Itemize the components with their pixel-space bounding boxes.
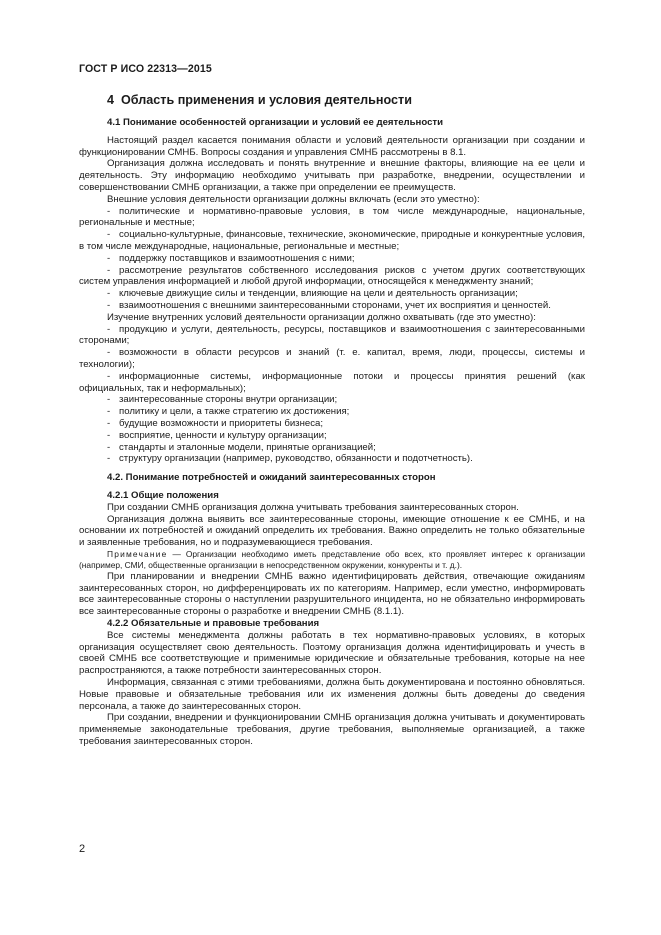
- list-item: - заинтересованные стороны внутри организации;: [107, 394, 338, 406]
- subsection-4-2-1-title: 4.2.1 Общие положения: [107, 489, 219, 501]
- paragraph: При планировании и внедрении СМНБ важно идентифицировать действия, отвечающие ожиданиям заинтересованных сторон, но дифференцировать их по категориям. Например, если уместно, информировать все заинтересованные стороны о наступлении разрушительного инцидента, но не обязательно информировать все заинтересованные стороны о разработке и внедрении СМНБ (8.1.1).: [79, 570, 585, 618]
- list-item: - восприятие, ценности и культуру организации;: [107, 429, 327, 441]
- list-item: - информационные системы, информационные потоки и процессы принятия решений (как официальных, так и неформальных);: [79, 370, 585, 394]
- paragraph: Все системы менеджмента должны работать в тех нормативно-правовых условиях, в которых организация осуществляет свою деятельность. Поэтому организация должна идентифицировать и учесть в своей СМНБ все соответствующие и применимые юридические и обязательные требования, которые на нее распространяются, а также потребности заинтересованных сторон.: [79, 629, 585, 677]
- list-item: - продукцию и услуги, деятельность, ресурсы, поставщиков и взаимоотношения с заинтересованными сторонами;: [79, 323, 585, 347]
- paragraph: При создании, внедрении и функционировании СМНБ организация должна учитывать и документировать применяемые законодательные требования, другие требования, выполняемые организацией, а также требования заинтересованных сторон.: [79, 712, 585, 748]
- subsection-4-2-title: 4.2. Понимание потребностей и ожиданий заинтересованных сторон: [107, 472, 436, 484]
- paragraph: Настоящий раздел касается понимания области и условий деятельности организации при создании и функционировании СМНБ. Вопросы создания и управления СМНБ рассмотрены в 8.1.: [79, 134, 585, 158]
- document-body: [79, 117, 585, 748]
- list-item: - рассмотрение результатов собственного исследования рисков с учетом других соответствующих систем управления информацией и любой другой информации, относящейся к менеджменту знаний;: [79, 264, 585, 288]
- document-header: ГОСТ Р ИСО 22313—2015: [79, 63, 212, 75]
- external-conditions-list: [79, 206, 585, 312]
- section-title: [107, 93, 412, 107]
- note-label: Примечание: [107, 548, 168, 559]
- list-item: - стандарты и эталонные модели, принятые организацией;: [107, 441, 376, 453]
- paragraph: Организация должна исследовать и понять внутренние и внешние факторы, влияющие на ее цели и деятельность. Эту информацию необходимо учитывать при разработке, внедрении, осуществлении и совершенствовании СМНБ организации, а также при определении ее преимуществ.: [79, 158, 585, 193]
- paragraph: Информация, связанная с этими требованиями, должна быть документирована и постоянно обновляться. Новые правовые и обязательные требования или их изменения должны быть доведены до сведения персонала, а также до заинтересованных сторон.: [79, 677, 585, 712]
- list-item: - поддержку поставщиков и взаимоотношения с ними;: [107, 252, 355, 264]
- note: [79, 549, 585, 571]
- subsection-4-1-title: 4.1 Понимание особенностей организации и условий ее деятельности: [107, 117, 444, 128]
- list-item: - политику и цели, а также стратегию их достижения;: [107, 406, 350, 418]
- list-item: - структуру организации (например, руководство, обязанности и подотчетность).: [107, 453, 473, 465]
- list-item: - политические и нормативно-правовые условия, в том числе международные, национальные, региональные и местные;: [79, 205, 585, 229]
- section-number: 4: [107, 93, 115, 107]
- page-number: 2: [79, 843, 86, 855]
- list-item: - взаимоотношения с внешними заинтересованными сторонами, учет их восприятия и ценностей.: [107, 299, 551, 311]
- subsection-4-2-2-title: 4.2.2 Обязательные и правовые требования: [107, 618, 320, 630]
- list-item: - возможности в области ресурсов и знаний (т. е. капитал, время, люди, процессы, системы и технологии);: [79, 347, 585, 370]
- section-title-text: Область применения и условия деятельности: [121, 93, 412, 107]
- list-item: - ключевые движущие силы и тенденции, влияющие на цели и деятельность организации;: [107, 288, 518, 300]
- paragraph: При создании СМНБ организация должна учитывать требования заинтересованных сторон.: [107, 501, 519, 513]
- list-item: - социально-культурные, финансовые, технические, экономические, природные и конкурентные условия, в том числе международные, национальные, региональные и местные;: [79, 229, 585, 252]
- list-item: - будущие возможности и приоритеты бизнеса;: [107, 417, 324, 429]
- internal-conditions-list: [79, 324, 585, 466]
- paragraph: Организация должна выявить все заинтересованные стороны, имеющие отношение к ее СМНБ, и на основании их потребностей и ожиданий определить их требования. Важно определить не только обязательные и заявленные требования, но и подразумевающиеся требования.: [79, 513, 585, 549]
- paragraph: Изучение внутренних условий деятельности организации должно охватывать (где это уместно):: [107, 311, 536, 323]
- note-text: — Организации необходимо иметь представление обо всех, кто проявляет интерес к организации (например, СМИ, общественные организации в непосредственном окружении, конкуренты и т. д.).: [79, 548, 585, 570]
- paragraph: Внешние условия деятельности организации должны включать (если это уместно):: [107, 193, 480, 205]
